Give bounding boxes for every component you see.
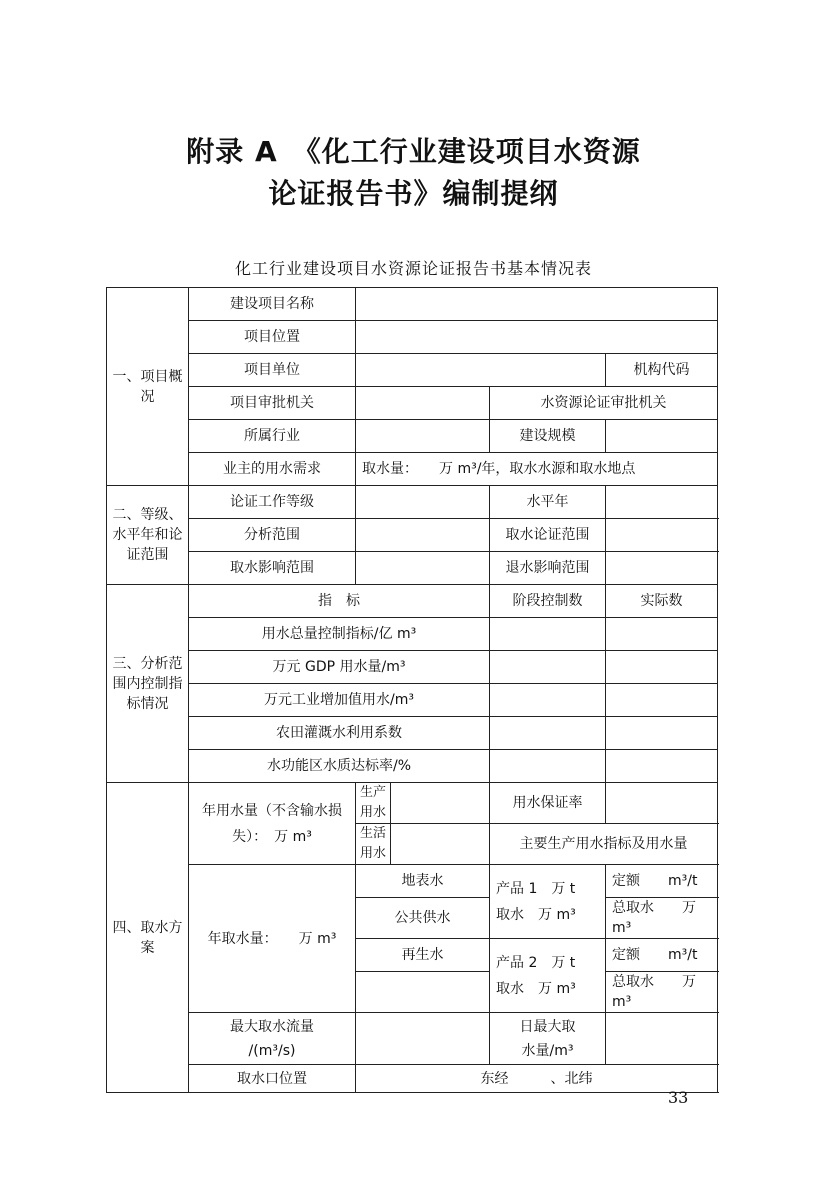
section3-label: 三、分析范围内控制指标情况: [107, 585, 189, 783]
product2-quota: 定额 m³/t: [606, 939, 718, 972]
label-approval-org: 项目审批机关: [189, 387, 356, 420]
label-discharge-range: 退水影响范围: [490, 552, 606, 585]
stage-value[interactable]: [490, 684, 606, 717]
product2-cell: [490, 939, 606, 1013]
page-title-line2: 论证报告书》编制提纲: [268, 177, 559, 210]
label-annual-use: 年用水量（不含输水损失）： 万 m³: [189, 783, 356, 865]
label-scale: 建设规模: [490, 420, 606, 453]
product1-total-intake: 总取水 万 m³: [606, 898, 718, 939]
value-approval-org[interactable]: [356, 387, 490, 420]
section2-label: 二、等级、水平年和论证范围: [107, 486, 189, 585]
label-surface-water: 地表水: [356, 865, 490, 898]
label-public-supply: 公共供水: [356, 898, 490, 939]
label-main-indicator: 主要生产用水指标及用水量: [490, 824, 718, 865]
label-org-code: 机构代码: [606, 354, 718, 387]
value-analysis-range[interactable]: [356, 519, 490, 552]
value-grade[interactable]: [356, 486, 490, 519]
value-impact-range[interactable]: [356, 552, 490, 585]
label-guarantee-rate: 用水保证率: [490, 783, 606, 824]
label-project-name: 建设项目名称: [189, 288, 356, 321]
stage-value[interactable]: [490, 618, 606, 651]
value-guarantee-rate[interactable]: [606, 783, 718, 824]
label-annual-intake: 年取水量： 万 m³: [189, 865, 356, 1013]
value-discharge-range[interactable]: [606, 552, 718, 585]
section4-label: 四、取水方案: [107, 783, 189, 1093]
daily-max-text: 日最大取: [519, 1018, 576, 1035]
page-title-line1: 附录 A 《化工行业建设项目水资源: [186, 135, 641, 168]
label-daily-max: [490, 1013, 606, 1065]
product1-quota: 定额 m³/t: [606, 865, 718, 898]
label-location: 项目位置: [189, 321, 356, 354]
label-production-water: 生产用水: [356, 783, 391, 824]
table-title: 化工行业建设项目水资源论证报告书基本情况表: [234, 259, 592, 278]
product1-intake: 取水 万 m³: [496, 906, 576, 923]
value-production-water[interactable]: [391, 783, 490, 824]
label-owner-demand: 业主的用水需求: [189, 453, 356, 486]
value-project-name[interactable]: [356, 288, 718, 321]
actual-value[interactable]: [606, 684, 718, 717]
label-water-approval-org: 水资源论证审批机关: [490, 387, 718, 420]
basic-info-table: [106, 287, 718, 1093]
header-actual: 实际数: [606, 585, 718, 618]
value-coords: 东经 、北纬: [356, 1065, 718, 1093]
label-level-year: 水平年: [490, 486, 606, 519]
product1-label: 产品 1 万 t: [496, 880, 576, 897]
label-max-flow: [189, 1013, 356, 1065]
value-domestic-water[interactable]: [391, 824, 490, 865]
indicator-row: 农田灌溉水利用系数: [189, 717, 490, 750]
indicator-row: 水功能区水质达标率/%: [189, 750, 490, 783]
max-flow-unit: /(m³/s): [248, 1042, 296, 1059]
product1-cell: [490, 865, 606, 939]
actual-value[interactable]: [606, 750, 718, 783]
value-location[interactable]: [356, 321, 718, 354]
stage-value[interactable]: [490, 651, 606, 684]
max-flow-text: 最大取水流量: [230, 1018, 314, 1035]
actual-value[interactable]: [606, 717, 718, 750]
label-analysis-range: 分析范围: [189, 519, 356, 552]
label-industry: 所属行业: [189, 420, 356, 453]
value-level-year[interactable]: [606, 486, 718, 519]
indicator-row: 万元工业增加值用水/m³: [189, 684, 490, 717]
product2-total-intake: 总取水 万 m³: [606, 972, 718, 1013]
label-reclaimed-water: 再生水: [356, 939, 490, 972]
stage-value[interactable]: [490, 717, 606, 750]
label-intake-range: 取水论证范围: [490, 519, 606, 552]
actual-value[interactable]: [606, 651, 718, 684]
value-unit[interactable]: [356, 354, 606, 387]
label-domestic-water: 生活用水: [356, 824, 391, 865]
value-blank-source[interactable]: [356, 972, 490, 1013]
product2-label: 产品 2 万 t: [496, 954, 576, 971]
section1-label: 一、项目概况: [107, 288, 189, 486]
daily-max-unit: 水量/m³: [521, 1042, 574, 1059]
stage-value[interactable]: [490, 750, 606, 783]
page-number: 33: [668, 1088, 689, 1107]
indicator-row: 用水总量控制指标/亿 m³: [189, 618, 490, 651]
value-daily-max[interactable]: [606, 1013, 718, 1065]
label-unit: 项目单位: [189, 354, 356, 387]
label-grade: 论证工作等级: [189, 486, 356, 519]
header-indicator: 指 标: [189, 585, 490, 618]
value-owner-demand: 取水量： 万 m³/年，取水水源和取水地点: [356, 453, 718, 486]
actual-value[interactable]: [606, 618, 718, 651]
value-max-flow[interactable]: [356, 1013, 490, 1065]
indicator-row: 万元 GDP 用水量/m³: [189, 651, 490, 684]
label-impact-range: 取水影响范围: [189, 552, 356, 585]
value-intake-range[interactable]: [606, 519, 718, 552]
product2-intake: 取水 万 m³: [496, 980, 576, 997]
value-industry[interactable]: [356, 420, 490, 453]
label-intake-location: 取水口位置: [189, 1065, 356, 1093]
header-stage-control: 阶段控制数: [490, 585, 606, 618]
value-scale[interactable]: [606, 420, 718, 453]
